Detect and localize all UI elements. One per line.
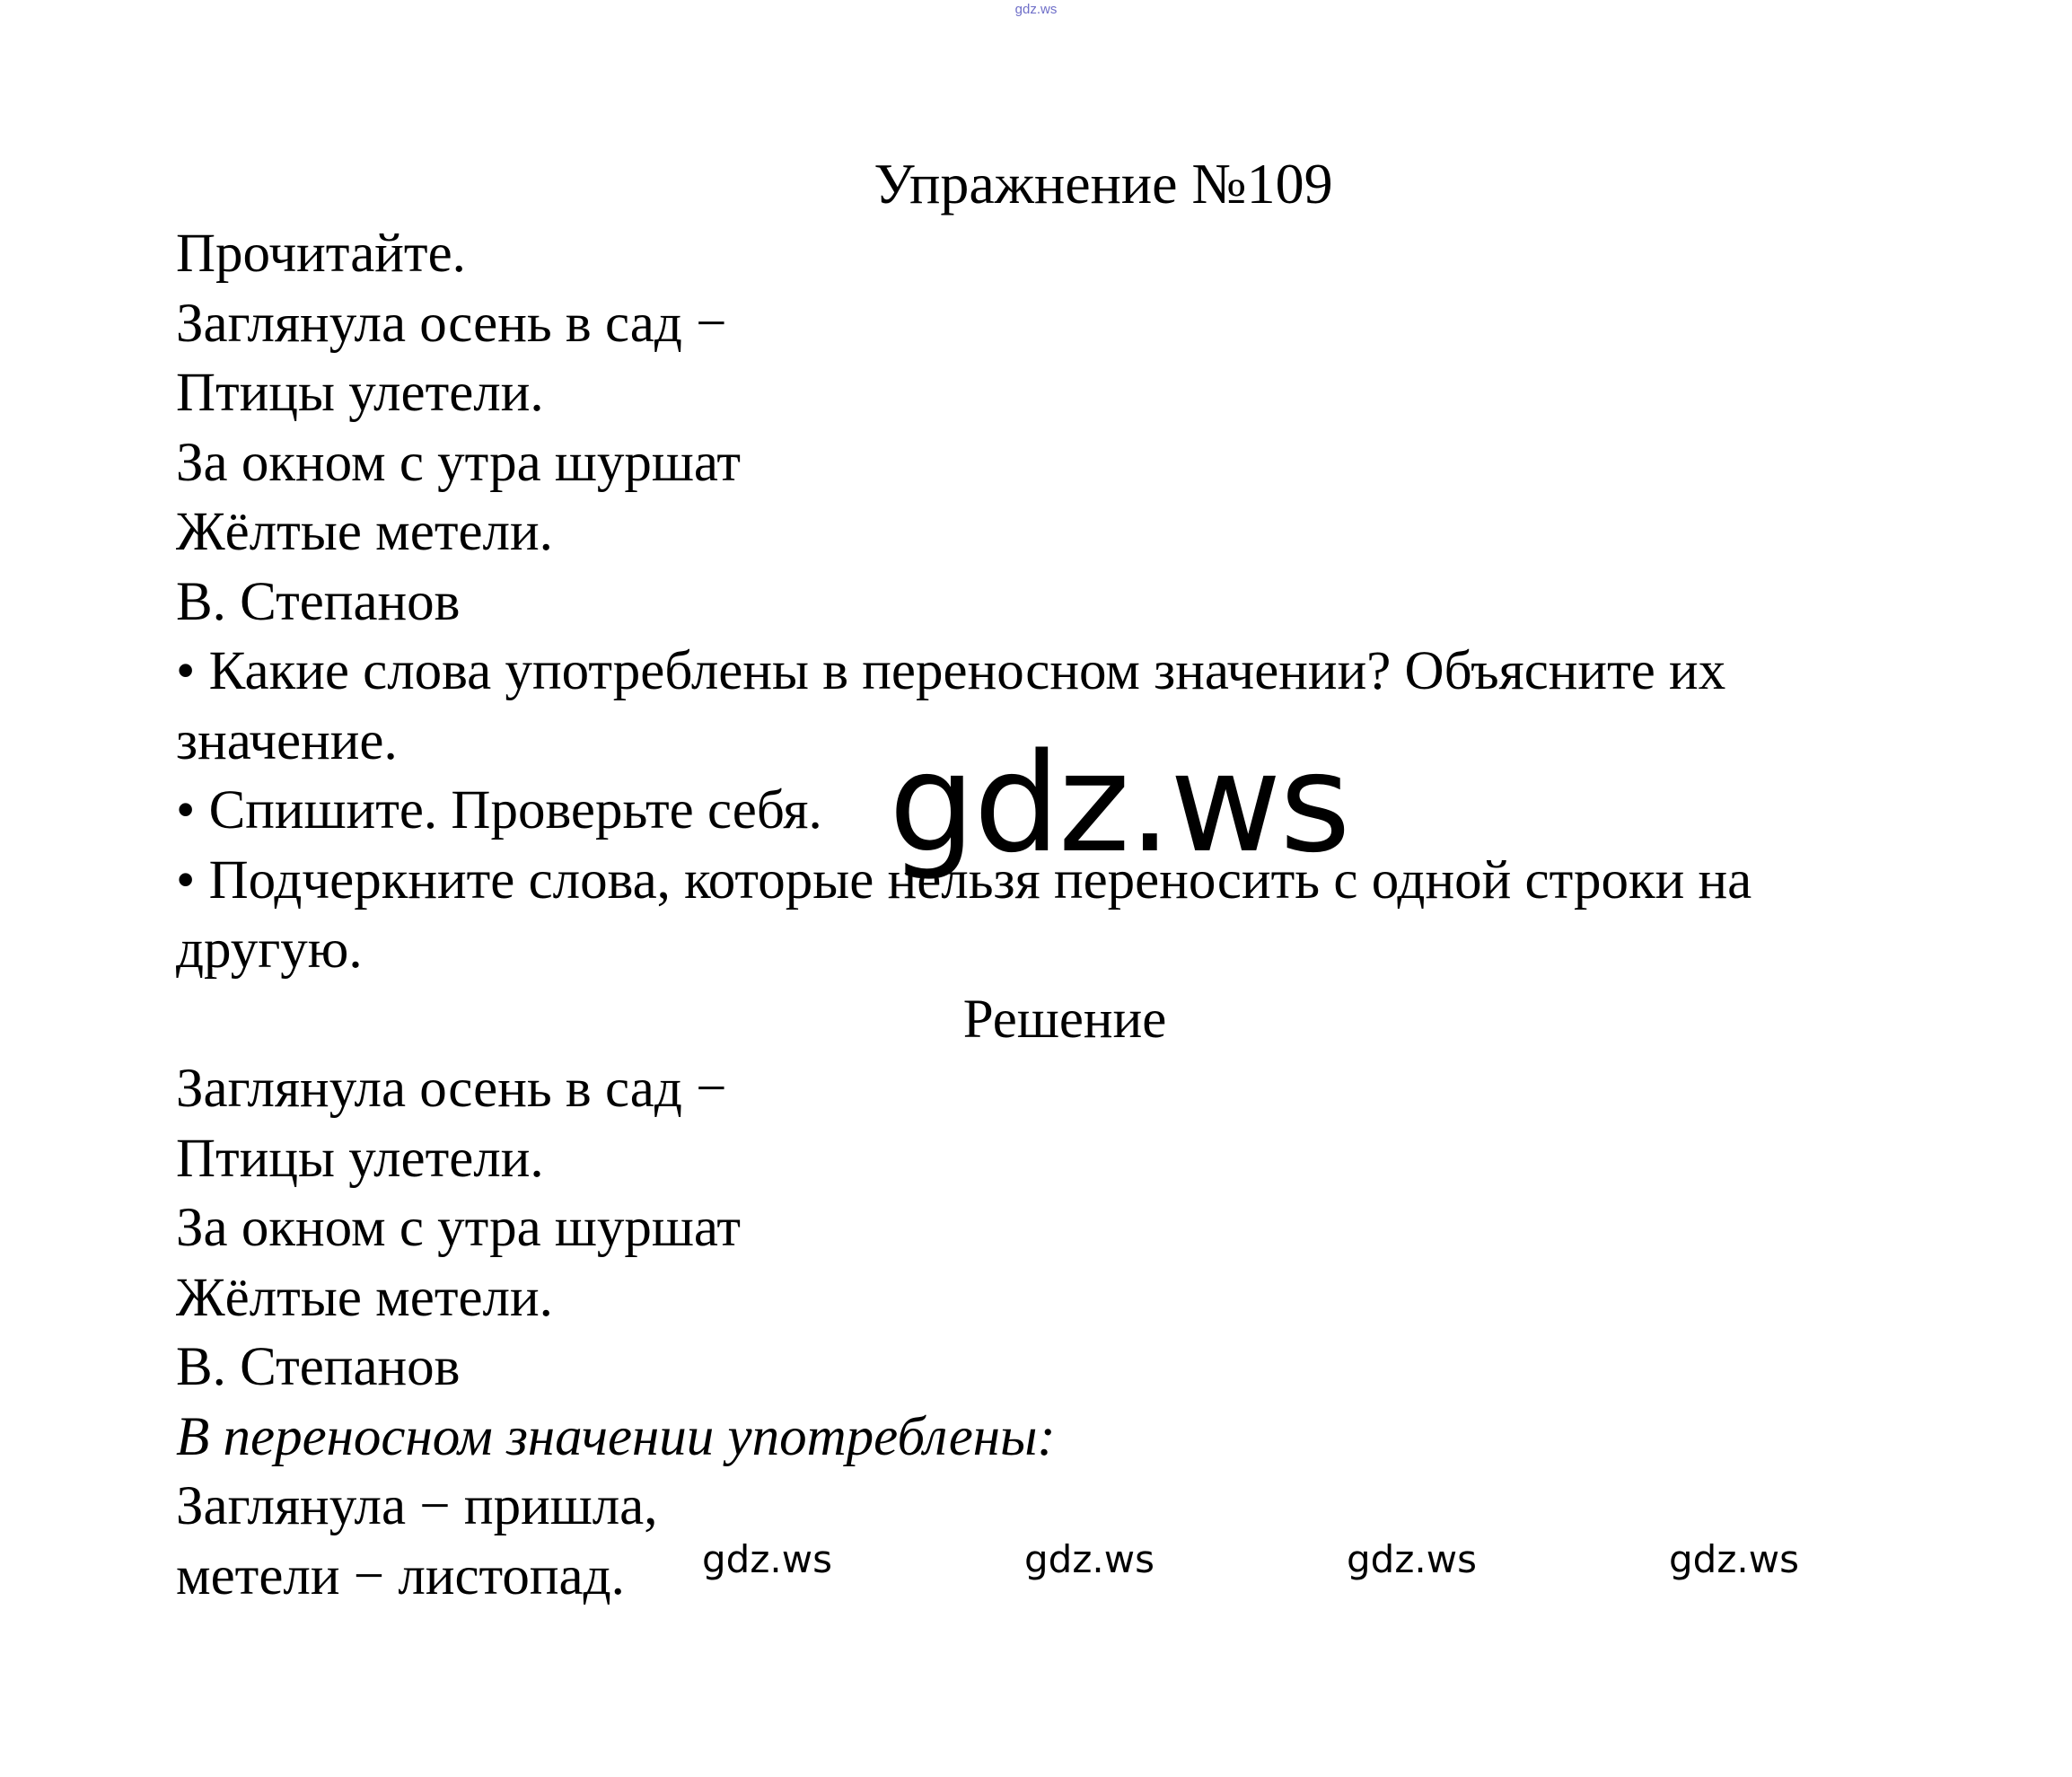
answer-line-2: метели − листопад.: [176, 1545, 625, 1606]
big-watermark: gdz.ws: [889, 724, 1349, 883]
top-watermark: gdz.ws: [1014, 2, 1058, 17]
exercise-title: Упражнение №109: [874, 152, 1333, 216]
poem-line-2: Птицы улетели.: [176, 363, 544, 423]
small-watermark-4: gdz.ws: [1669, 1537, 1799, 1581]
small-watermark-3: gdz.ws: [1347, 1537, 1477, 1581]
poem-line-4: Жёлтые метели.: [176, 502, 553, 562]
figurative-heading: В переносном значении употреблены:: [176, 1406, 1056, 1467]
task-question-3: • Подчеркните слова, которые нельзя переносить с одной строки на другую.: [176, 849, 1752, 980]
answer-line-1: Заглянула − пришла,: [176, 1476, 658, 1536]
task-question-2: • Спишите. Проверьте себя.: [176, 780, 822, 840]
solution-poem-line-4: Жёлтые метели.: [176, 1267, 553, 1328]
small-watermark-2: gdz.ws: [1024, 1537, 1155, 1581]
solution-poem-line-2: Птицы улетели.: [176, 1128, 544, 1189]
small-watermark-1: gdz.ws: [702, 1537, 832, 1581]
poem-line-3: За окном с утра шуршат: [176, 432, 742, 493]
solution-author: В. Степанов: [176, 1337, 461, 1397]
poem-author: В. Степанов: [176, 571, 461, 632]
task-question-1: • Какие слова употреблены в переносном значении? Объясните их значение.: [176, 641, 1726, 771]
document-body: [176, 219, 1936, 1611]
solution-poem-line-1: Заглянула осень в сад −: [176, 1059, 727, 1119]
solution-heading: Решение: [962, 989, 1167, 1050]
task-instruction: Прочитайте.: [176, 224, 466, 284]
poem-line-1: Заглянула осень в сад −: [176, 293, 727, 354]
solution-poem-line-3: За окном с утра шуршат: [176, 1198, 742, 1258]
